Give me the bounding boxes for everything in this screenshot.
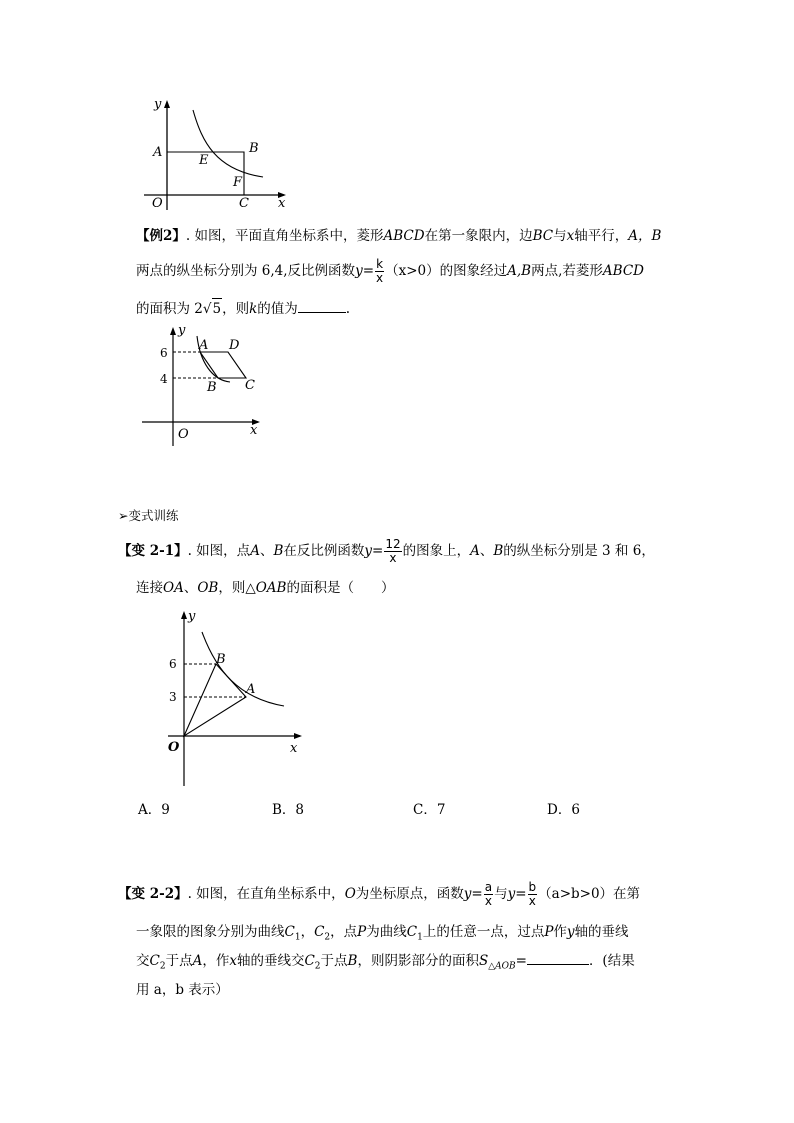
v22-y: y bbox=[507, 886, 516, 902]
ex2-points: A,B bbox=[507, 263, 532, 279]
v21-label: 【变 2-1】 bbox=[118, 543, 188, 559]
v22-s: S bbox=[478, 953, 489, 969]
frac-den: x bbox=[389, 551, 397, 565]
v21-pb: B bbox=[493, 543, 504, 559]
v21-sep: 、 bbox=[259, 543, 274, 559]
v22-eq: = bbox=[515, 886, 527, 902]
ex2-y: y bbox=[355, 263, 363, 279]
v22-text: 与 bbox=[494, 886, 508, 902]
fig1-c-label: C bbox=[239, 196, 249, 211]
answer-blank[interactable] bbox=[527, 952, 589, 965]
fig2-x-label: x bbox=[250, 423, 258, 438]
v22-text: 于点 bbox=[165, 953, 193, 969]
frac-den: x bbox=[376, 271, 384, 285]
v22-y: y bbox=[566, 924, 575, 940]
v22-text: 上的任意一点，过点 bbox=[422, 924, 545, 940]
fig2-tick-6: 6 bbox=[160, 346, 168, 360]
v22-text: 交 bbox=[136, 953, 150, 969]
v22-o: O bbox=[344, 886, 356, 902]
fig2-o-label: O bbox=[178, 427, 189, 442]
v21-sep: 、 bbox=[479, 543, 494, 559]
ex2-text: 的面积为 2 bbox=[136, 301, 203, 317]
fig3-tick-6: 6 bbox=[169, 657, 177, 671]
v21-ob: OB bbox=[197, 580, 219, 596]
frac-num: a bbox=[484, 880, 493, 894]
fig2-y-label: y bbox=[178, 323, 186, 338]
v22-sub: △AOB bbox=[488, 961, 516, 972]
v22-text: ，点 bbox=[330, 924, 358, 940]
v21-text: 的图象上， bbox=[402, 543, 471, 559]
answer-blank[interactable] bbox=[298, 300, 346, 313]
fig2-d-label: D bbox=[229, 338, 240, 353]
v22-text: ，作 bbox=[202, 953, 230, 969]
v22-c1: C bbox=[406, 924, 418, 940]
ex2-line-1 bbox=[136, 226, 661, 246]
v22-sub: 1 bbox=[294, 932, 301, 943]
ex2-k: k bbox=[249, 301, 258, 317]
fig3-b-label: B bbox=[216, 652, 226, 667]
v22-text: 作 bbox=[553, 924, 567, 940]
v22-sub: 2 bbox=[324, 932, 331, 943]
v22-sub: 2 bbox=[314, 961, 321, 972]
fig1-x-label: x bbox=[278, 196, 286, 211]
ex2-label: 【例2】 bbox=[136, 228, 186, 244]
v22-line-3 bbox=[136, 951, 635, 977]
frac-den: x bbox=[528, 894, 536, 908]
v22-line-2 bbox=[136, 922, 629, 948]
ex2-rhombus: ABCD bbox=[602, 263, 644, 279]
v22-c2: C bbox=[304, 953, 315, 969]
fig2-c-label: C bbox=[245, 378, 255, 393]
section-label: 变式训练 bbox=[128, 508, 179, 523]
v22-text: 于点 bbox=[320, 953, 348, 969]
fig2-b-label: B bbox=[207, 380, 217, 395]
option-c[interactable]: C．7 bbox=[413, 802, 446, 818]
frac-num: b bbox=[528, 880, 537, 894]
v22-eq: = bbox=[471, 886, 483, 902]
fig1-f-label: F bbox=[233, 175, 243, 190]
option-d[interactable]: D．6 bbox=[547, 802, 580, 818]
fig2-a-label: A bbox=[199, 338, 209, 353]
arrow-icon: ➢ bbox=[118, 508, 129, 523]
fig1-a-label: A bbox=[153, 145, 163, 160]
v21-y: y bbox=[364, 543, 372, 559]
ex2-side: BC bbox=[532, 228, 554, 244]
v22-line-1 bbox=[118, 881, 640, 908]
v22-eq: = bbox=[515, 953, 527, 969]
v21-text: 在反比例函数 bbox=[283, 543, 365, 559]
figure-1 bbox=[136, 92, 296, 216]
ex2-fraction bbox=[375, 258, 384, 285]
v21-sep: 、 bbox=[183, 580, 198, 596]
v21-line-2 bbox=[136, 578, 394, 598]
fig1-o-label: O bbox=[152, 196, 163, 211]
v22-sub: 2 bbox=[159, 961, 166, 972]
v21-line-1 bbox=[118, 538, 655, 565]
fig3-y-label: y bbox=[188, 609, 196, 624]
fig1-e-label: E bbox=[199, 153, 209, 168]
ex2-text: 在第一象限内，边 bbox=[424, 228, 533, 244]
v22-p: P bbox=[357, 924, 367, 940]
ex2-text: 与 bbox=[553, 228, 567, 244]
v22-c2: C bbox=[314, 924, 325, 940]
ex2-end: . bbox=[345, 301, 351, 317]
v22-fraction-b bbox=[528, 881, 538, 908]
frac-num: k bbox=[376, 257, 384, 271]
v22-cond: （a>b>0）在第 bbox=[538, 886, 641, 902]
v22-text: 轴的垂线交 bbox=[236, 953, 305, 969]
v22-text: 为曲线 bbox=[366, 924, 407, 940]
v21-text: . 如图，点 bbox=[187, 543, 251, 559]
fig1-b-label: B bbox=[249, 141, 259, 156]
section-heading bbox=[118, 506, 179, 526]
ex2-text: 的图象经过 bbox=[439, 263, 508, 279]
figure-2 bbox=[138, 322, 268, 448]
v21-text: 的面积是（ ） bbox=[286, 580, 395, 596]
v22-c1: C bbox=[284, 924, 295, 940]
ex2-root: 5 bbox=[212, 298, 223, 319]
v21-fraction bbox=[384, 538, 401, 565]
fig3-a-label: A bbox=[246, 682, 256, 697]
v21-text: 的纵坐标分别是 3 和 6， bbox=[503, 543, 655, 559]
frac-den: x bbox=[484, 894, 492, 908]
fig3-tick-3: 3 bbox=[169, 690, 177, 704]
frac-num: 12 bbox=[385, 537, 401, 551]
v22-sub: 1 bbox=[417, 932, 423, 943]
v22-text: ，则阴影部分的面积 bbox=[357, 953, 479, 969]
fig1-y-label: y bbox=[154, 97, 162, 112]
ex2-text: . 如图，平面直角坐标系中，菱形 bbox=[185, 228, 384, 244]
ex2-text: 两点,若菱形 bbox=[531, 263, 603, 279]
fig3-o-label: O bbox=[168, 740, 180, 755]
v22-c2: C bbox=[149, 953, 160, 969]
ex2-text: 两点的纵坐标分别为 6,4,反比例函数 bbox=[136, 263, 356, 279]
v21-oa: OA bbox=[163, 580, 184, 596]
v22-x: x bbox=[229, 953, 237, 969]
v21-text: 连接 bbox=[136, 580, 163, 596]
v22-text: 用 a，b 表示） bbox=[136, 982, 229, 998]
v21-pb: B bbox=[273, 543, 284, 559]
ex2-points: A，B bbox=[628, 228, 662, 244]
ex2-x: x bbox=[566, 228, 575, 244]
v22-text: ．(结果 bbox=[588, 953, 635, 969]
fig2-tick-4: 4 bbox=[160, 372, 168, 386]
option-a[interactable]: A．9 bbox=[138, 802, 170, 818]
v21-pa: A bbox=[250, 543, 260, 559]
ex2-text: ，则 bbox=[222, 301, 250, 317]
ex2-cond: （x>0） bbox=[385, 263, 440, 279]
ex2-rhombus: ABCD bbox=[383, 228, 425, 244]
v22-text: 为坐标原点，函数 bbox=[355, 886, 464, 902]
v22-text: 轴的垂线 bbox=[574, 924, 629, 940]
option-b[interactable]: B．8 bbox=[272, 802, 305, 818]
v22-fraction-a bbox=[484, 881, 493, 908]
v21-oab: OAB bbox=[255, 580, 287, 596]
v22-pa: A bbox=[192, 953, 203, 969]
v22-text: ， bbox=[300, 924, 315, 940]
v22-y: y bbox=[463, 886, 472, 902]
v22-label: 【变 2-2】 bbox=[118, 886, 188, 902]
ex2-line-3: 的面积为 2√5，则k的值为 . bbox=[136, 298, 350, 319]
fig3-x-label: x bbox=[290, 741, 298, 756]
ex2-line-2 bbox=[136, 258, 644, 285]
v22-line-4 bbox=[136, 980, 229, 1000]
v22-text: . 如图，在直角坐标系中， bbox=[187, 886, 345, 902]
v22-p: P bbox=[544, 924, 554, 940]
ex2-text: 轴平行， bbox=[574, 228, 629, 244]
ex2-eq: = bbox=[362, 263, 375, 279]
ex2-text: 的值为 bbox=[257, 301, 298, 317]
v22-pb: B bbox=[347, 953, 358, 969]
v21-pa: A bbox=[470, 543, 480, 559]
v21-eq: = bbox=[372, 543, 384, 559]
v22-text: 一象限的图象分别为曲线 bbox=[136, 924, 285, 940]
figure-3 bbox=[160, 606, 310, 790]
v21-text: ，则△ bbox=[218, 580, 256, 596]
